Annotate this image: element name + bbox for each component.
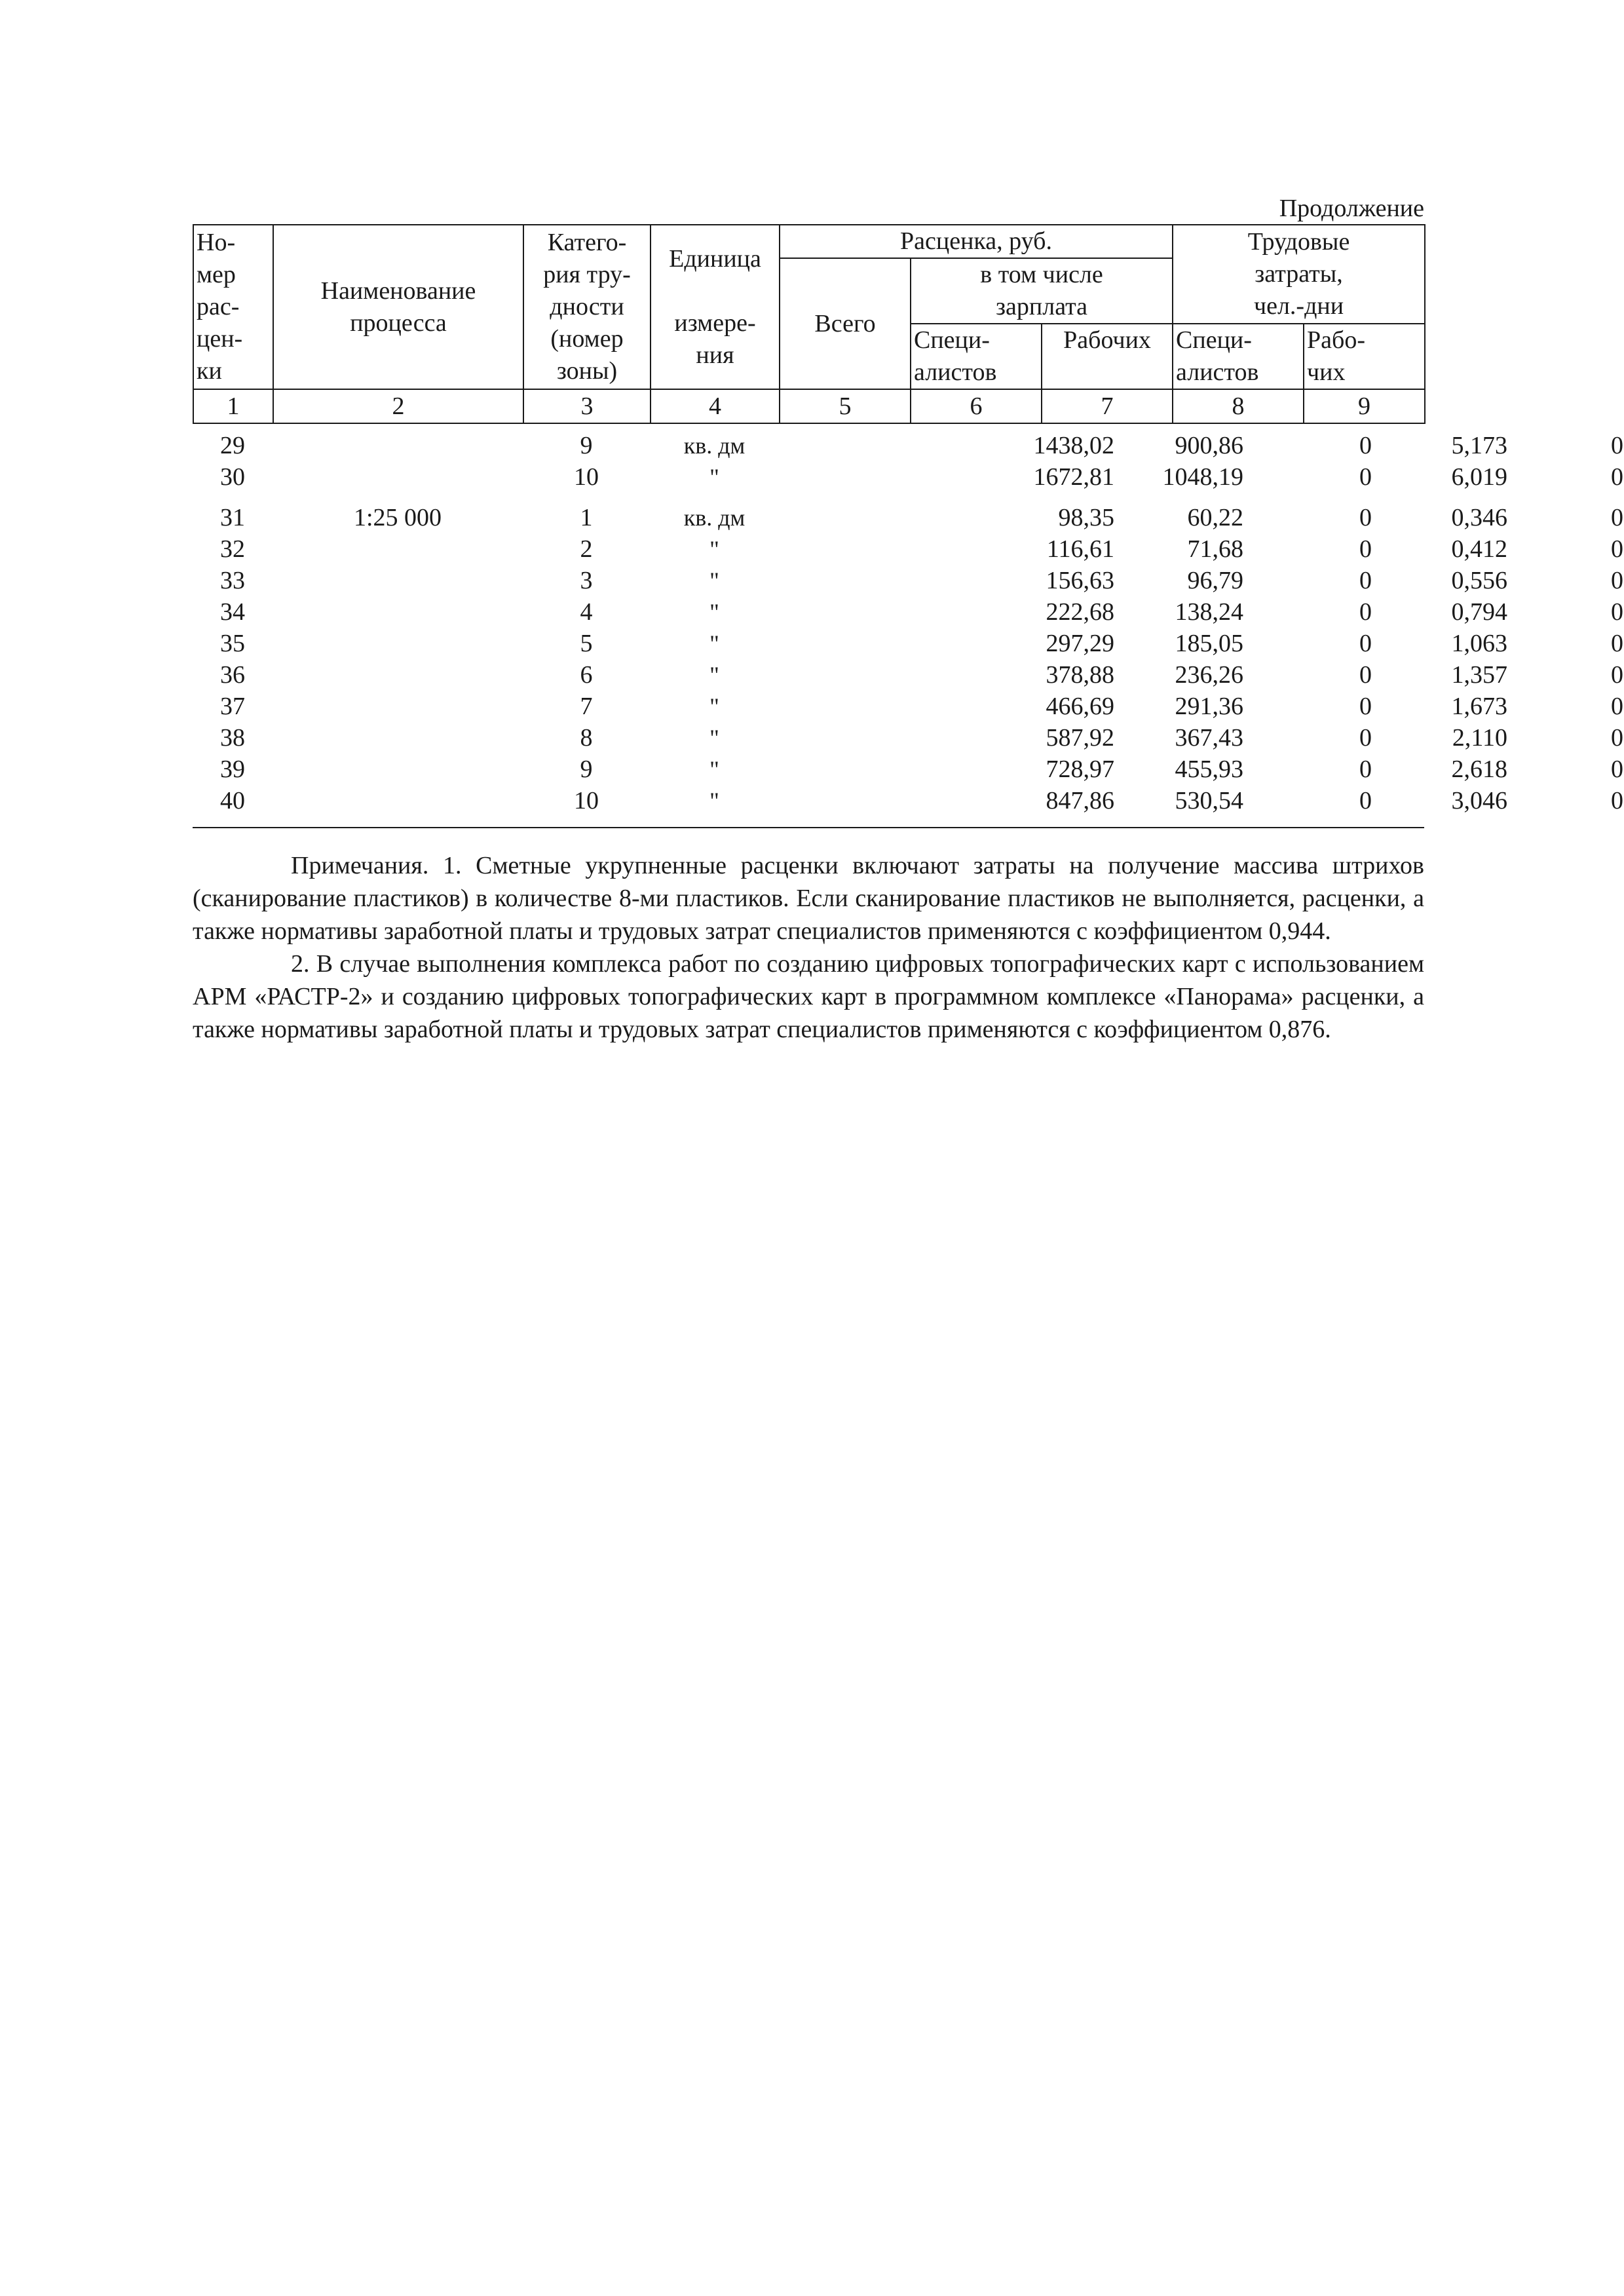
row-specialists-labor: 6,019	[1451, 463, 1507, 491]
row-workers-salary: 0	[1359, 756, 1372, 783]
row-unit: "	[709, 693, 719, 719]
row-specialists-labor: 0,794	[1451, 598, 1507, 626]
row-specialists-labor: 1,357	[1451, 661, 1507, 689]
row-workers-salary: 0	[1359, 463, 1372, 491]
table-row	[193, 502, 1623, 533]
row-number: 32	[220, 535, 245, 563]
row-workers-labor: 0	[1611, 463, 1623, 491]
row-specialists-salary: 367,43	[1175, 724, 1243, 752]
row-specialists-salary: 96,79	[1187, 567, 1243, 594]
row-number: 38	[220, 724, 245, 752]
table-row	[193, 628, 1623, 659]
row-workers-labor: 0	[1611, 504, 1623, 531]
continuation-label: Продолжение	[1279, 195, 1424, 222]
row-workers-salary: 0	[1359, 567, 1372, 594]
row-specialists-salary: 71,68	[1187, 535, 1243, 563]
row-category: 2	[580, 535, 593, 563]
row-total: 378,88	[1046, 661, 1114, 689]
row-total: 297,29	[1046, 630, 1114, 657]
row-specialists-labor: 0,412	[1451, 535, 1507, 563]
table-row	[193, 430, 1623, 461]
row-unit: кв. дм	[683, 505, 746, 531]
row-number: 30	[220, 463, 245, 491]
row-unit: "	[709, 630, 719, 657]
row-category: 7	[580, 693, 593, 720]
row-specialists-salary: 1048,19	[1162, 463, 1243, 491]
row-specialists-salary: 455,93	[1175, 756, 1243, 783]
row-total: 728,97	[1046, 756, 1114, 783]
table-row	[193, 691, 1623, 722]
col-number-9: 9	[1304, 389, 1425, 423]
row-category: 9	[580, 756, 593, 783]
row-number: 31	[220, 504, 245, 531]
row-unit: "	[709, 725, 719, 751]
header-specialists-labor: Специ- алистов	[1173, 324, 1304, 389]
row-specialists-salary: 60,22	[1187, 504, 1243, 531]
row-unit: "	[709, 756, 719, 782]
row-unit: "	[709, 536, 719, 562]
row-category: 10	[574, 787, 599, 814]
row-category: 8	[580, 724, 593, 752]
row-total: 116,61	[1046, 535, 1114, 563]
row-specialists-labor: 2,618	[1451, 756, 1507, 783]
table-bottom-rule	[193, 827, 1424, 828]
row-number: 34	[220, 598, 245, 626]
row-number: 37	[220, 693, 245, 720]
col-number-6: 6	[911, 389, 1042, 423]
row-specialists-labor: 1,673	[1451, 693, 1507, 720]
row-workers-salary: 0	[1359, 432, 1372, 459]
row-specialists-salary: 236,26	[1175, 661, 1243, 689]
row-number: 35	[220, 630, 245, 657]
row-workers-salary: 0	[1359, 630, 1372, 657]
row-workers-labor: 0	[1611, 432, 1623, 459]
table-row	[193, 596, 1623, 628]
row-specialists-labor: 2,110	[1452, 724, 1507, 752]
note-2: 2. В случае выполнения комплекса работ по созданию цифровых топографических карт с использованием АРМ «РАСТР-2» и созданию цифровых топографических карт в программном комплексе «Панорама» расценки, а также нормативы заработной платы и трудовых затрат специалистов применяются с коэффициентом 0,876.	[193, 950, 1424, 1043]
row-category: 9	[580, 432, 593, 459]
row-workers-labor: 0	[1611, 693, 1623, 720]
table-body	[193, 430, 1623, 816]
row-total: 466,69	[1046, 693, 1114, 720]
row-workers-salary: 0	[1359, 661, 1372, 689]
row-workers-salary: 0	[1359, 724, 1372, 752]
table-row	[193, 659, 1623, 691]
row-workers-salary: 0	[1359, 693, 1372, 720]
row-category: 4	[580, 598, 593, 626]
row-workers-salary: 0	[1359, 598, 1372, 626]
row-specialists-salary: 530,54	[1175, 787, 1243, 814]
row-category: 10	[574, 463, 599, 491]
row-specialists-salary: 291,36	[1175, 693, 1243, 720]
row-category: 1	[580, 504, 593, 531]
col-number-8: 8	[1173, 389, 1304, 423]
table-row	[193, 533, 1623, 565]
col-number-3: 3	[523, 389, 651, 423]
header-specialists-salary: Специ- алистов	[911, 324, 1042, 389]
row-workers-labor: 0	[1611, 567, 1623, 594]
row-specialists-salary: 900,86	[1175, 432, 1243, 459]
row-total: 156,63	[1046, 567, 1114, 594]
col-number-7: 7	[1042, 389, 1173, 423]
row-number: 29	[220, 432, 245, 459]
row-category: 5	[580, 630, 593, 657]
note-1: Примечания. 1. Сметные укрупненные расценки включают затраты на получение массива штрихов (сканирование пластиков) в количестве 8-ми пластиков. Если сканирование пластиков не выполняется, расценки, а также нормативы заработной платы и трудовых затрат специалистов применяются с коэффициентом 0,944.	[193, 852, 1424, 945]
row-total: 1672,81	[1033, 463, 1114, 491]
table-header	[193, 224, 1426, 424]
header-number: Но- мер рас- цен- ки	[193, 225, 273, 389]
header-workers-labor: Рабо- чих	[1304, 324, 1425, 389]
col-number-1: 1	[193, 389, 273, 423]
row-workers-labor: 0	[1611, 661, 1623, 689]
table-row	[193, 722, 1623, 754]
header-including-salary: в том числе зарплата	[911, 258, 1173, 324]
row-number: 33	[220, 567, 245, 594]
row-specialists-labor: 1,063	[1451, 630, 1507, 657]
header-category: Катего- рия тру- дности (номер зоны)	[523, 225, 651, 389]
header-workers-salary: Рабочих	[1042, 324, 1173, 389]
row-workers-labor: 0	[1611, 598, 1623, 626]
row-workers-salary: 0	[1359, 787, 1372, 814]
header-unit: Единица измере- ния	[651, 225, 780, 389]
row-number: 40	[220, 787, 245, 814]
row-specialists-labor: 0,556	[1451, 567, 1507, 594]
table-row	[193, 461, 1623, 493]
row-total: 587,92	[1046, 724, 1114, 752]
row-total: 1438,02	[1033, 432, 1114, 459]
row-workers-labor: 0	[1611, 724, 1623, 752]
row-total: 222,68	[1046, 598, 1114, 626]
col-number-2: 2	[273, 389, 523, 423]
row-specialists-salary: 185,05	[1175, 630, 1243, 657]
header-name: Наименование процесса	[273, 225, 523, 389]
row-unit: кв. дм	[683, 432, 746, 459]
row-workers-labor: 0	[1611, 787, 1623, 814]
row-workers-salary: 0	[1359, 535, 1372, 563]
row-unit: "	[709, 464, 719, 490]
row-process-name: 1:25 000	[353, 504, 442, 531]
table-row	[193, 565, 1623, 596]
row-workers-labor: 0	[1611, 630, 1623, 657]
row-unit: "	[709, 567, 719, 594]
table-row	[193, 754, 1623, 785]
row-workers-salary: 0	[1359, 504, 1372, 531]
row-category: 6	[580, 661, 593, 689]
row-specialists-salary: 138,24	[1175, 598, 1243, 626]
header-total: Всего	[780, 258, 911, 389]
notes	[193, 849, 1424, 1046]
table-row	[193, 785, 1623, 816]
row-category: 3	[580, 567, 593, 594]
row-workers-labor: 0	[1611, 756, 1623, 783]
row-specialists-labor: 0,346	[1451, 504, 1507, 531]
row-total: 98,35	[1058, 504, 1114, 531]
col-number-4: 4	[651, 389, 780, 423]
row-number: 36	[220, 661, 245, 689]
header-price-group: Расценка, руб.	[780, 225, 1173, 258]
row-specialists-labor: 5,173	[1451, 432, 1507, 459]
row-unit: "	[709, 788, 719, 814]
row-unit: "	[709, 599, 719, 625]
row-workers-labor: 0	[1611, 535, 1623, 563]
row-unit: "	[709, 662, 719, 688]
row-specialists-labor: 3,046	[1451, 787, 1507, 814]
header-labor-group: Трудовые затраты, чел.-дни	[1173, 225, 1425, 324]
col-number-5: 5	[780, 389, 911, 423]
row-number: 39	[220, 756, 245, 783]
row-total: 847,86	[1046, 787, 1114, 814]
